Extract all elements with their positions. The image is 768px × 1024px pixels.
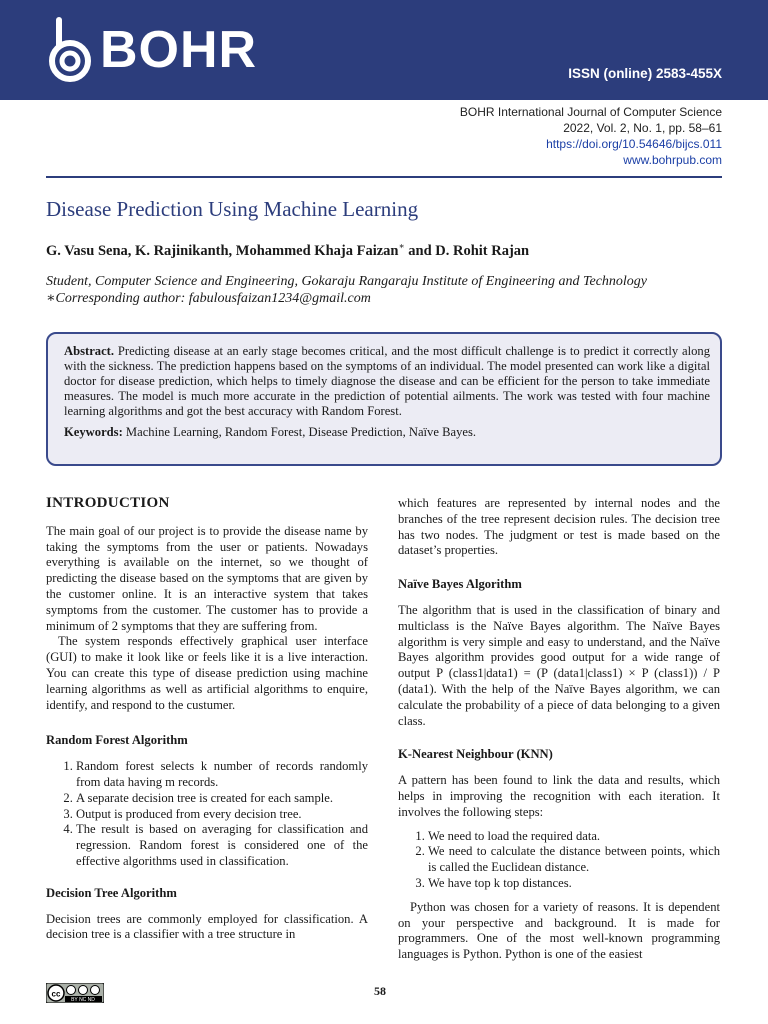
authors-main: G. Vasu Sena, K. Rajinikanth, Mohammed Khaja Faizan (46, 242, 399, 259)
abstract-label: Abstract. (64, 344, 115, 358)
naive-bayes-paragraph: The algorithm that is used in the classification of binary and multiclass is the Naïve Bayes algorithm. The Naïve Bayes algorithm is very simple and easy to understand, and the Naïve Bayes algorithm provides good output for a wide range of output P (class1|data1) = (P (data1|class1) × P (class1)) / P (data1). With the help of the Naïve Bayes algorithm, we can calculate the probability of a piece of data belonging to a given class. (398, 602, 720, 728)
right-column (398, 496, 720, 963)
random-forest-heading: Random Forest Algorithm (46, 733, 188, 748)
python-paragraph: Python was chosen for a variety of reasons. It is dependent on your perspective and background. It is made for programmers. One of the most well-known programming languages is Python. Python is one of the easiest (398, 899, 720, 962)
logo-text: BOHR (100, 21, 258, 79)
knn-steps-list (398, 829, 720, 892)
affiliation: Student, Computer Science and Engineering, Gokaraju Rangaraju Institute of Engineering and Technology (46, 274, 648, 289)
list-item: 2. We need to calculate the distance between points, which is called the Euclidean distance. (428, 844, 720, 876)
intro-paragraph-1: The main goal of our project is to provide the disease name by taking the symptoms from the user or patients. Nowadays everything is available on the internet, so we thought of predicting the disease based on the symptoms that are given by the customer online. It is an interactive system that takes symptoms from the customer. The customer has to provide a minimum of 2 symptoms that they are suffering from. (46, 523, 368, 633)
volume-info: 2022, Vol. 2, No. 1, pp. 58–61 (563, 121, 722, 135)
abstract-box (46, 332, 722, 466)
random-forest-list (46, 759, 368, 870)
author-list (46, 241, 529, 260)
decision-tree-paragraph: Decision trees are commonly employed for classification. A decision tree is a classifier with a tree structure in (46, 911, 368, 942)
introduction-heading: INTRODUCTION (46, 495, 170, 511)
abstract-text: Predicting disease at an early stage becomes critical, and the most difficult challenge is to predict it correctly along with the sickness. The prediction happens based on the symptoms of an individual. The model presented can work like a digital doctor for disease prediction, which helps to timely diagnose the disease and can be efficient for the person to take immediate measures. The model is much more accurate in the prediction of potential ailments. The work was tested with four machine learning algorithms and got the best accuracy with Random Forest. (64, 344, 710, 418)
naive-bayes-heading: Naïve Bayes Algorithm (398, 577, 522, 592)
cc-by-nc-nd-icon (46, 983, 104, 1008)
keywords-label: Keywords: (64, 425, 123, 439)
website-link[interactable]: www.bohrpub.com (623, 153, 722, 167)
intro-paragraph-2: The system responds effectively graphical user interface (GUI) to make it look like or feels like it is a live interaction. You can create this type of disease prediction using machine learning algorithms as well as artificial algorithms to enquire, identify, and respond to the custumer. (46, 634, 368, 712)
list-item: 3. We have top k top distances. (428, 876, 720, 892)
affiliation-block (46, 273, 647, 307)
bohr-logo-icon (46, 16, 94, 84)
decision-tree-heading: Decision Tree Algorithm (46, 885, 177, 900)
decision-tree-continued: which features are represented by internal nodes and the branches of the tree represent decision rules. The decision tree has two nodes. The judgment or test is made based on the dataset’s properties. (398, 496, 720, 558)
knn-paragraph: A pattern has been found to link the data and results, which helps in improving the recognition with each iteration. It involves the following steps: (398, 773, 720, 819)
knn-heading: K-Nearest Neighbour (KNN) (398, 747, 553, 762)
left-column (46, 496, 368, 943)
license-text: BY NC ND (71, 997, 95, 1003)
header-band (0, 0, 768, 100)
corresponding-mark: ∗ (398, 241, 405, 251)
journal-name: BOHR International Journal of Computer Science (459, 105, 722, 119)
paper-title: Disease Prediction Using Machine Learning (46, 197, 419, 221)
header-divider (46, 176, 722, 178)
doi-link[interactable]: https://doi.org/10.54646/bijcs.011 (546, 137, 722, 151)
keywords-text: Machine Learning, Random Forest, Disease Prediction, Naïve Bayes. (125, 425, 477, 439)
svg-text:cc: cc (51, 989, 61, 999)
list-item: 4. The result is based on averaging for classification and regression. Random forest is considered one of the effective algorithms used in classification. (76, 822, 368, 869)
page-number: 58 (374, 984, 386, 998)
list-item: 1. We need to load the required data. (428, 829, 720, 845)
list-item: 2. A separate decision tree is created for each sample. (76, 791, 368, 807)
journal-info (460, 104, 722, 168)
list-item: 3. Output is produced from every decision tree. (76, 807, 368, 823)
authors-tail: and D. Rohit Rajan (404, 242, 530, 259)
issn: ISSN (online) 2583-455X (568, 66, 722, 81)
corresponding-author: ∗Corresponding author: fabulousfaizan1234@gmail.com (46, 291, 371, 306)
bohr-logo (46, 16, 257, 84)
list-item: 1. Random forest selects k number of records randomly from data having m records. (76, 759, 368, 791)
